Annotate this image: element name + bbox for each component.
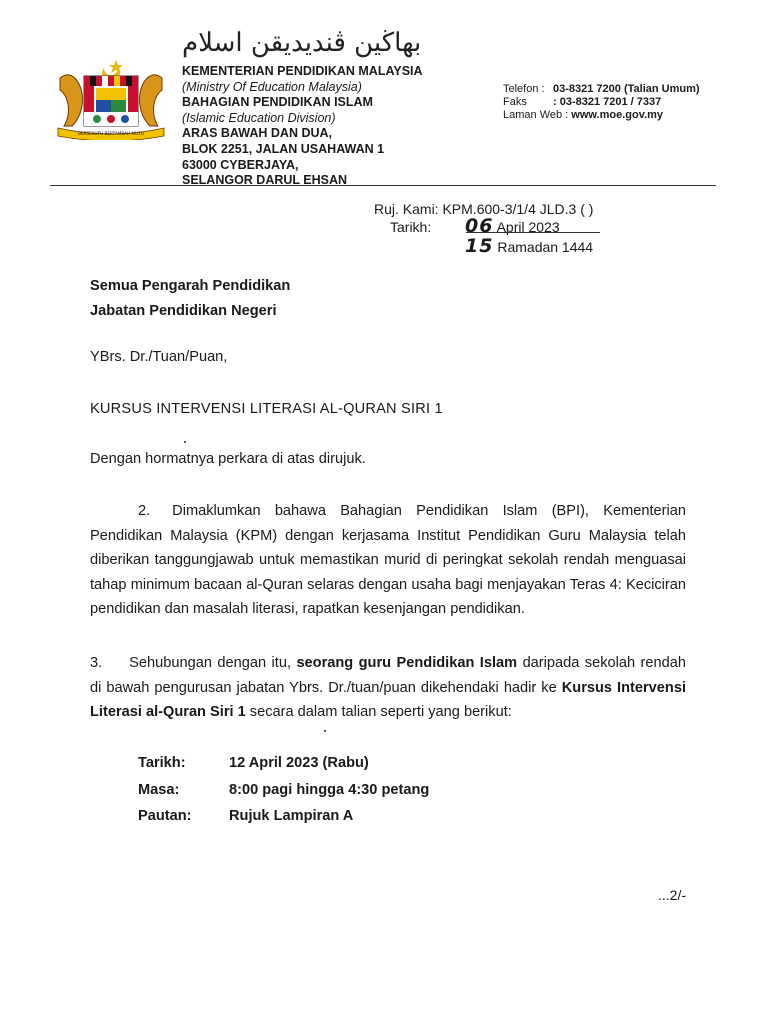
telefon-label: Telefon :	[503, 83, 545, 95]
hijri-day-handwritten: 15	[465, 235, 494, 257]
division-name-en: (Islamic Education Division)	[182, 110, 336, 125]
detail-row	[138, 803, 429, 830]
address-line: BLOK 2251, JALAN USAHAWAN 1	[182, 141, 385, 156]
hijri-month-year: Ramadan 1444	[497, 239, 594, 255]
paragraph-2-text: Dimaklumkan bahawa Bahagian Pendidikan Islam (BPI), Kementerian Pendidikan Malaysia (KPM) dengan kerjasama Institut Pendidikan Guru Malaysia telah diberikan tanggungjawab untuk memastikan murid di peringkat sekolah rendah menguasai tahap minimum bacaan al-Quran selaras dengan usaha bagi menjayakan Teras 4: Keciciran pendidikan dan masalah literasi, rapatkan kesenjangan pendidikan.	[90, 503, 686, 617]
paragraph-3-bold: Kursus Intervensi Literasi al-Quran Siri 1	[90, 679, 686, 720]
paragraph-number: 2.	[138, 503, 151, 519]
address-line: ARAS BAWAH DAN DUA,	[182, 126, 332, 141]
scan-speck	[184, 441, 186, 443]
detail-value: 12 April 2023 (Rabu)	[229, 755, 369, 771]
jawi-division-title: بهاڬين ڤنديديقن اسلام	[182, 28, 422, 58]
contact-block	[503, 83, 700, 122]
ruj-label: Ruj. Kami:	[374, 201, 439, 217]
faks-value: : 03-8321 7201 / 7337	[553, 96, 662, 108]
date-underline	[466, 232, 600, 233]
paragraph-number: 3.	[90, 655, 103, 671]
recipient-line: Semua Pengarah Pendidikan	[90, 278, 291, 294]
tarikh-day-handwritten: 06	[465, 215, 494, 237]
address-line: 63000 CYBERJAYA,	[182, 157, 299, 172]
letterhead-divider	[50, 185, 716, 186]
scan-speck	[324, 730, 326, 732]
coat-of-arms-crest	[52, 58, 170, 140]
detail-row	[138, 750, 429, 777]
paragraph-3-text: daripada sekolah rendah di bawah pengurusan jabatan Ybrs. Dr./tuan/puan dikehendaki hadir ke	[90, 655, 686, 696]
detail-label: Masa:	[138, 781, 180, 798]
paragraph-3-text: Sehubungan dengan itu,	[129, 655, 297, 671]
web-label: Laman Web :	[503, 109, 569, 121]
subject-title: KURSUS INTERVENSI LITERASI AL-QURAN SIRI 1	[90, 401, 443, 417]
detail-value: 8:00 pagi hingga 4:30 petang	[229, 781, 430, 798]
paragraph-2	[90, 499, 686, 622]
ruj-value: KPM.600-3/1/4 JLD.3 ( )	[442, 201, 594, 217]
page-continuation-marker: ...2/-	[657, 887, 686, 903]
detail-label: Tarikh:	[138, 755, 186, 771]
tarikh-month-year: April 2023	[496, 219, 560, 235]
crest-motto: BERSEKUTU BERTAMBAH MUTU	[78, 131, 144, 136]
paragraph-3-bold: seorang guru Pendidikan Islam	[296, 655, 518, 671]
detail-row	[138, 777, 429, 804]
division-name: BAHAGIAN PENDIDIKAN ISLAM	[182, 95, 373, 110]
faks-label: Faks	[503, 96, 527, 108]
course-details	[138, 750, 429, 830]
web-value[interactable]: www.moe.gov.my	[571, 109, 663, 121]
paragraph-3	[90, 651, 686, 725]
tarikh-label: Tarikh:	[390, 219, 432, 235]
salutation: YBrs. Dr./Tuan/Puan,	[90, 349, 228, 365]
address-line: SELANGOR DARUL EHSAN	[182, 173, 348, 188]
ministry-name: KEMENTERIAN PENDIDIKAN MALAYSIA	[182, 64, 423, 78]
reference-block	[374, 198, 593, 259]
ministry-name-en: (Ministry Of Education Malaysia)	[182, 79, 362, 94]
detail-label: Pautan:	[138, 808, 192, 824]
recipient-line: Jabatan Pendidikan Negeri	[90, 303, 277, 319]
detail-value: Rujuk Lampiran A	[229, 808, 354, 824]
letterhead-address-block	[182, 64, 423, 189]
recipient-block	[90, 274, 290, 324]
paragraph-1: Dengan hormatnya perkara di atas dirujuk.	[90, 451, 366, 467]
telefon-value: 03-8321 7200 (Talian Umum)	[553, 83, 700, 95]
paragraph-3-text: secara dalam talian seperti yang berikut:	[245, 704, 512, 720]
